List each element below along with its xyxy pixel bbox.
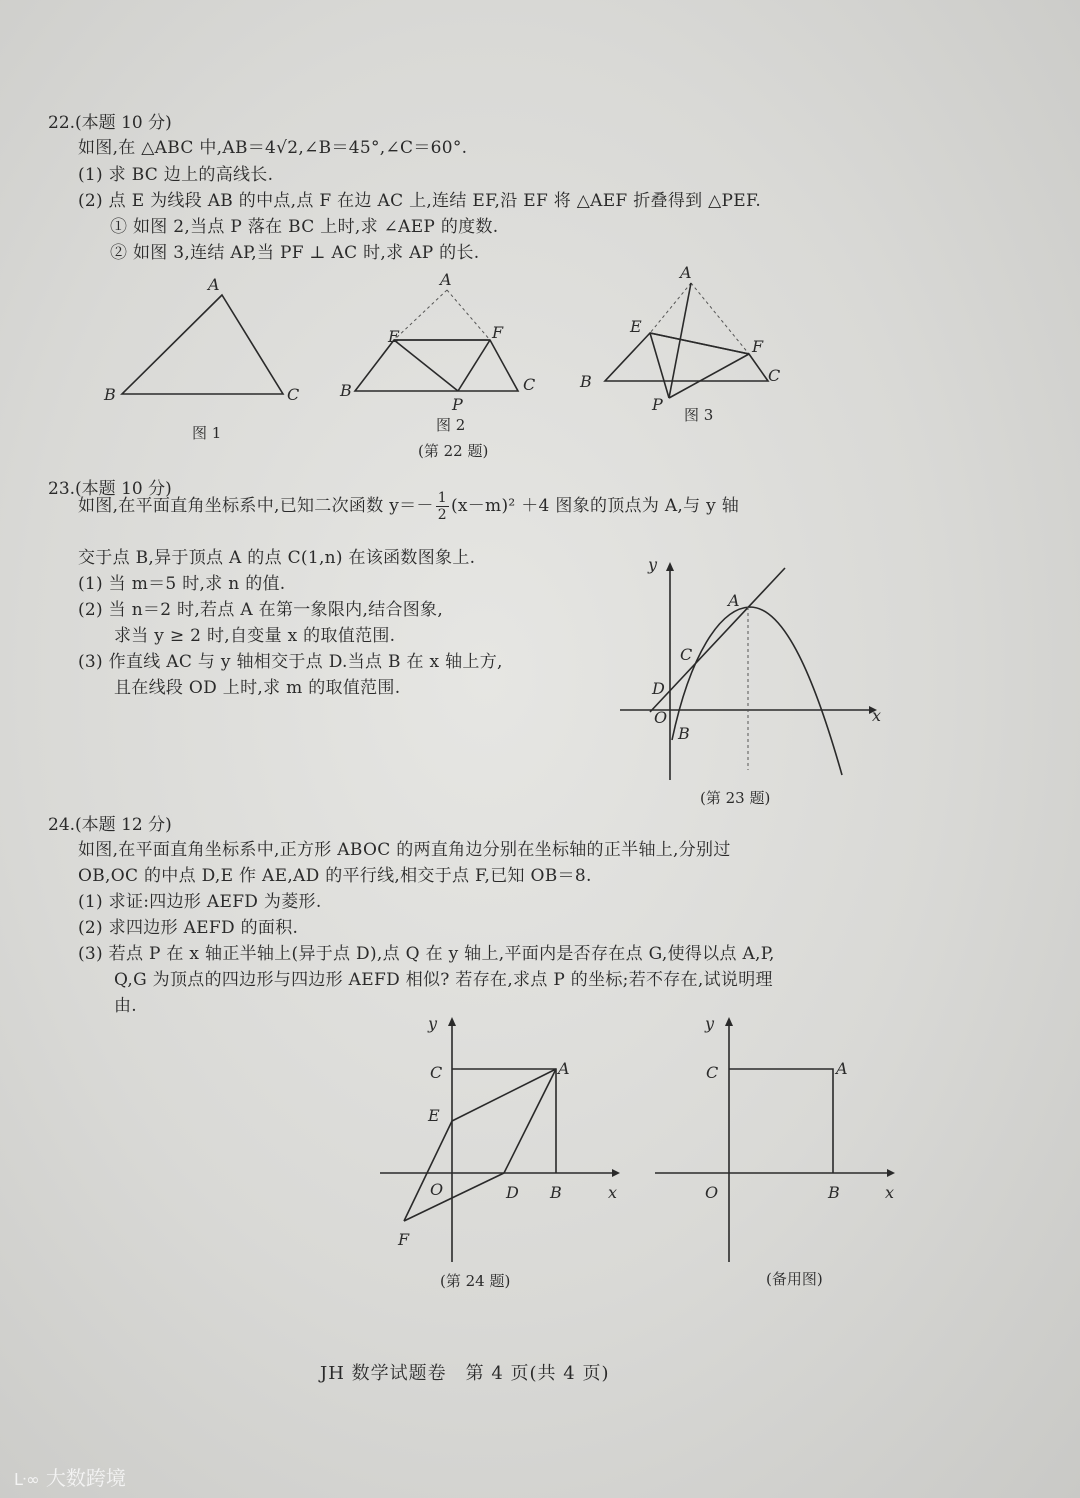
q24-backup-square: [729, 1069, 833, 1173]
svg-text:C: C: [768, 366, 781, 385]
svg-text:D: D: [652, 679, 665, 698]
svg-text:A: A: [440, 270, 452, 289]
svg-text:y: y: [648, 555, 658, 574]
q23-part3: (3) 作直线 AC 与 y 轴相交于点 D.当点 B 在 x 轴上方,: [78, 652, 503, 672]
q22-part2: (2) 点 E 为线段 AB 的中点,点 F 在边 AC 上,连结 EF,沿 EF 将 △AEF 折叠得到 △PEF.: [78, 191, 762, 211]
q22-intro: 如图,在 △ABC 中,AB＝4√2,∠B＝45°,∠C＝60°.: [78, 138, 468, 158]
svg-text:F: F: [398, 1230, 410, 1249]
svg-text:C: C: [523, 375, 536, 394]
q23-fraction: $\frac{1}{2}$: [437, 490, 447, 523]
q23-intro: 如图,在平面直角坐标系中,已知二次函数 y＝－ $\frac{1}{2}$ (x－m)² ＋4 图象的顶点为 A,与 y 轴: [78, 490, 740, 523]
label-A: A: [208, 275, 220, 294]
q24-part3c: 由.: [114, 996, 138, 1016]
svg-text:B: B: [580, 372, 592, 391]
svg-text:P: P: [652, 395, 663, 414]
svg-text:A: A: [728, 591, 740, 610]
svg-text:A: A: [680, 263, 692, 282]
q24-intro: 如图,在平面直角坐标系中,正方形 ABOC 的两直角边分别在坐标轴的正半轴上,分别过: [78, 840, 731, 860]
svg-text:x: x: [872, 706, 882, 725]
q22-fig1-triangle: [122, 295, 283, 394]
svg-text:E: E: [630, 317, 642, 336]
svg-text:B: B: [340, 381, 352, 400]
q24-part3b: Q,G 为顶点的四边形与四边形 AEFD 相似? 若存在,求点 P 的坐标;若不存在,试说明理: [114, 970, 773, 990]
q24-backup-caption: (备用图): [766, 1270, 823, 1288]
svg-text:A: A: [558, 1059, 570, 1078]
svg-text:P: P: [452, 395, 463, 414]
q24-caption: (第 24 题): [440, 1272, 511, 1290]
q22-part2b: ② 如图 3,连结 AP,当 PF ⊥ AC 时,求 AP 的长.: [110, 243, 480, 263]
q22-fig1-label: 图 1: [192, 424, 222, 442]
brand-icon: ᒷ∞: [14, 1470, 40, 1489]
q23-part2: (2) 当 n＝2 时,若点 A 在第一象限内,结合图象,: [78, 600, 444, 620]
svg-text:E: E: [428, 1106, 440, 1125]
q22-part1: (1) 求 BC 边上的高线长.: [78, 165, 274, 185]
svg-text:C: C: [287, 385, 300, 404]
q22-header: 22.(本题 10 分): [48, 113, 172, 133]
svg-text:E: E: [388, 327, 400, 346]
q23-parabola: [672, 607, 842, 775]
svg-text:F: F: [752, 337, 764, 356]
q24-part2: (2) 求四边形 AEFD 的面积.: [78, 918, 299, 938]
q22-caption: (第 22 题): [418, 442, 489, 460]
q22-fig2-fold-AE: [394, 290, 447, 340]
svg-text:y: y: [428, 1014, 438, 1033]
svg-text:D: D: [506, 1183, 519, 1202]
q24-intro2: OB,OC 的中点 D,E 作 AE,AD 的平行线,相交于点 F,已知 OB＝8.: [78, 866, 592, 886]
q22-fig2-fold-AF: [447, 290, 490, 340]
watermark-logo: [14, 1462, 126, 1491]
q23-header: 23.(本题 10 分): [48, 479, 172, 499]
svg-text:B: B: [828, 1183, 840, 1202]
svg-text:x: x: [608, 1183, 618, 1202]
svg-text:C: C: [680, 645, 693, 664]
q24-part3: (3) 若点 P 在 x 轴正半轴上(异于点 D),点 Q 在 y 轴上,平面内是否存在点 G,使得以点 A,P,: [78, 944, 775, 964]
q23-part1: (1) 当 m＝5 时,求 n 的值.: [78, 574, 286, 594]
q24-square: [452, 1069, 556, 1173]
page-footer: JH 数学试题卷 第 4 页(共 4 页): [320, 1363, 610, 1384]
q22-fig2-label: 图 2: [436, 416, 466, 434]
q23-caption: (第 23 题): [700, 789, 771, 807]
q23-part2b: 求当 y ≥ 2 时,自变量 x 的取值范围.: [114, 626, 396, 646]
svg-text:A: A: [836, 1059, 848, 1078]
q22-part2a: ① 如图 2,当点 P 落在 BC 上时,求 ∠AEP 的度数.: [110, 217, 499, 237]
svg-text:C: C: [706, 1063, 719, 1082]
watermark-text: 大数跨境: [45, 1466, 126, 1490]
svg-text:x: x: [885, 1183, 895, 1202]
svg-text:F: F: [492, 323, 504, 342]
svg-text:B: B: [104, 385, 116, 404]
q24-part1: (1) 求证:四边形 AEFD 为菱形.: [78, 892, 322, 912]
q24-header: 24.(本题 12 分): [48, 815, 172, 835]
svg-text:y: y: [705, 1014, 715, 1033]
svg-text:C: C: [430, 1063, 443, 1082]
q23-intro2: 交于点 B,异于顶点 A 的点 C(1,n) 在该函数图象上.: [78, 548, 476, 568]
q22-fig3-label: 图 3: [684, 406, 714, 424]
svg-text:B: B: [678, 724, 690, 743]
svg-text:B: B: [550, 1183, 562, 1202]
svg-text:O: O: [705, 1183, 719, 1202]
q22-fig2-trapezoid: [355, 340, 518, 391]
svg-text:O: O: [654, 708, 668, 727]
q23-part3b: 且在线段 OD 上时,求 m 的取值范围.: [114, 678, 401, 698]
svg-text:O: O: [430, 1180, 444, 1199]
